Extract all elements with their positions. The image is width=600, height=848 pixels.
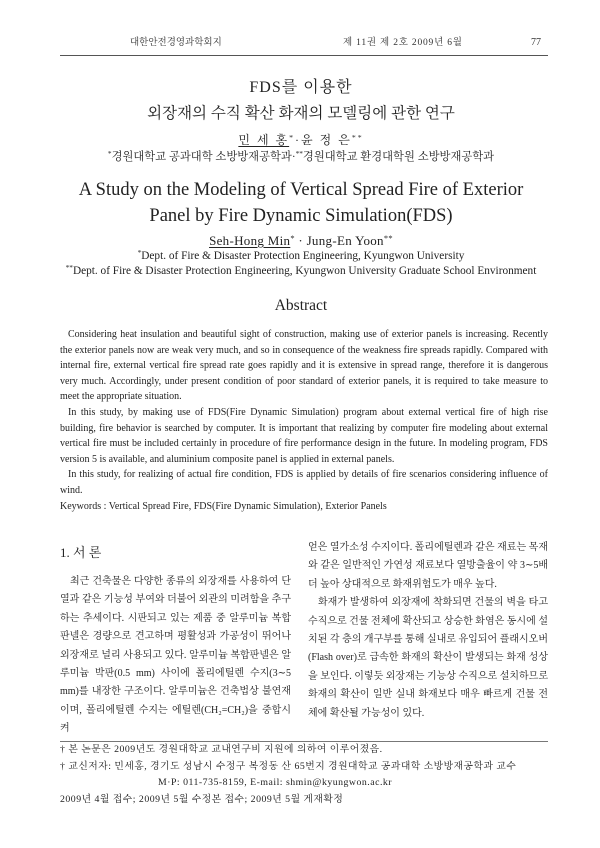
author-separator-ko: · bbox=[295, 133, 302, 147]
abstract-body bbox=[60, 327, 548, 514]
body-paragraph-left: 최근 건축물은 다양한 종류의 외장재를 사용하여 단열과 같은 기능성 부여와 더불어 외관의 미려함을 추구하는 추세이다. 시판되고 있는 제품 중 알루미늄 복합판넬은 경량으로 견고하며 평활성과 가공성이 뛰어나 외장재로 널리 사용되고 있다. 알루미늄 복합판넬은 알루미늄 박판(0.5 mm) 사이에 폴리에틸렌 수지(3∼5 mm)를 내장한 구조이다. 알루미늄은 건축법상 불연재이며, 폴리에틸렌 수지는 에틸렌(CH₂=CH₂)을 중합시켜 bbox=[60, 576, 291, 735]
keywords bbox=[60, 499, 548, 515]
body-paragraph-right-2: 화재가 발생하여 외장재에 착화되면 건물의 벽을 타고 수직으로 건물 전체에 확산되고 상승한 화염은 동시에 설치된 각 층의 개구부를 통해 실내로 유입되어 플래시오버(Flash over)로 급속한 화재의 확산이 발생되는 화재 성상을 보인다. 이렇듯 외장재는 기능상 수직으로 설치하므로 화재의 확산이 일반 실내 화재보다 매우 빠르게 건물 전체에 확산될 가능성이 있다. bbox=[308, 597, 548, 719]
affiliation-en-2 bbox=[57, 264, 545, 279]
abstract-paragraph-3: In this study, for realizing of actual fire condition, FDS is applied by details of fire scenarios considering influence of wind. bbox=[60, 469, 548, 496]
title-en-line-1: A Study on the Modeling of Vertical Spread Fire of Exterior bbox=[78, 180, 524, 200]
column-right bbox=[308, 539, 548, 739]
abstract-paragraph-1: Considering heat insulation and beautiful sight of construction, making use of exterior panels is increasing. Recently the exterior panels now are weak very much, and so in consequence of the weakness fire spreads rapidly. Compared with internal fire, external vertical fire spread rate goes rapidly and it is extensive in spread range, therefore it is dangerous very much. Accordingly, under present condition of poor standard of exterior panels, it is required to take measure to meet the appropriate situation. bbox=[60, 329, 548, 403]
keywords-text: Vertical Spread Fire, FDS(Fire Dynamic Simulation), Exterior Panels bbox=[108, 500, 387, 512]
title-ko-line-1: FDS를 이용한 bbox=[249, 79, 353, 96]
author-2-name-en: Jung-En Yoon bbox=[306, 233, 384, 248]
affiliation-en-1-mark: * bbox=[137, 248, 142, 258]
body-paragraph-right-1: 얻은 열가소성 수지이다. 폴리에틸렌과 같은 재료는 목재와 같은 일반적인 가연성 재료보다 열방출율이 약 3∼5배 더 높아 상대적으로 화재위험도가 매우 높다. bbox=[308, 542, 548, 590]
footnote-funding bbox=[60, 742, 548, 759]
affiliation-en-1 bbox=[57, 249, 545, 264]
column-left bbox=[60, 544, 291, 740]
title-en-line-2: Panel by Fire Dynamic Simulation(FDS) bbox=[149, 206, 453, 226]
affiliation-2-mark-ko: ** bbox=[295, 149, 303, 159]
authors-ko bbox=[57, 132, 545, 148]
title-ko-line-2: 외장재의 수직 확산 화재의 모델링에 관한 연구 bbox=[147, 105, 455, 122]
affiliation-1-ko: 경원대학교 공과대학 소방방재공학과· bbox=[111, 151, 296, 163]
affiliation-en-1-text: Dept. of Fire & Disaster Protection Engineering, Kyungwon University bbox=[141, 250, 465, 262]
section-heading: 1. 서 론 bbox=[60, 545, 102, 560]
journal-name: 대한안전경영과학회지 bbox=[130, 38, 222, 48]
affiliation-en-2-text: Dept. of Fire & Disaster Protection Engineering, Kyungwon University Graduate School Environment bbox=[72, 265, 537, 277]
author-1-name-ko: 민 세 홍 bbox=[238, 133, 290, 147]
author-1-mark-ko: * bbox=[289, 133, 296, 143]
footnote-dates: 2009년 4월 접수; 2009년 5월 수정본 접수; 2009년 5월 게재확정 bbox=[60, 793, 344, 805]
author-1-mark-en: * bbox=[290, 232, 295, 243]
authors-en bbox=[57, 233, 545, 249]
footnote-corresponding-text: 교신저자: 민세홍, 경기도 성남시 수정구 복정동 산 65번지 경원대학교 공과대학 소방방재공학과 교수 bbox=[68, 760, 517, 772]
footnote-corresponding bbox=[60, 759, 548, 776]
abstract-heading: Abstract bbox=[274, 297, 328, 314]
affiliation-1-mark-ko: * bbox=[107, 149, 112, 159]
affiliation-ko bbox=[57, 149, 545, 165]
author-2-name-ko: 윤 정 은 bbox=[301, 133, 352, 147]
footnote-funding-text: 본 논문은 2009년도 경원대학교 교내연구비 지원에 의하여 이루어졌음. bbox=[68, 744, 383, 755]
header-rule bbox=[60, 55, 548, 56]
affiliation-en-2-mark: ** bbox=[65, 263, 73, 273]
footnote-contact: M·P: 011-735-8159, E-mail: shmin@kyungwon.ac.kr bbox=[158, 777, 393, 788]
issue-info: 제 11권 제 2호 2009년 6월 bbox=[343, 38, 463, 48]
abstract-paragraph-2: In this study, by making use of FDS(Fire Dynamic Simulation) program about external vertical fire of high rise building, fire behavior is searched by computer. It is important that realizing by computer fire modeling about external vertical fire must be included certainly in procedure of fire performance design in the future. In modeling program, FDS version 5 is available, and aluminium composite panel is applied in external panels. bbox=[60, 406, 548, 465]
affiliation-2-ko: 경원대학교 환경대학원 소방방재공학과 bbox=[302, 151, 495, 163]
author-2-mark-ko: ** bbox=[351, 133, 364, 143]
author-1-name-en: Seh-Hong Min bbox=[209, 233, 291, 248]
author-separator-en: · bbox=[294, 233, 307, 248]
keywords-label: Keywords : bbox=[60, 500, 107, 512]
author-2-mark-en: ** bbox=[383, 232, 393, 243]
footnote-corresponding-mark: † bbox=[60, 760, 66, 772]
footnotes bbox=[60, 742, 548, 808]
page-number: 77 bbox=[531, 37, 541, 48]
footnote-funding-mark: † bbox=[60, 744, 66, 755]
